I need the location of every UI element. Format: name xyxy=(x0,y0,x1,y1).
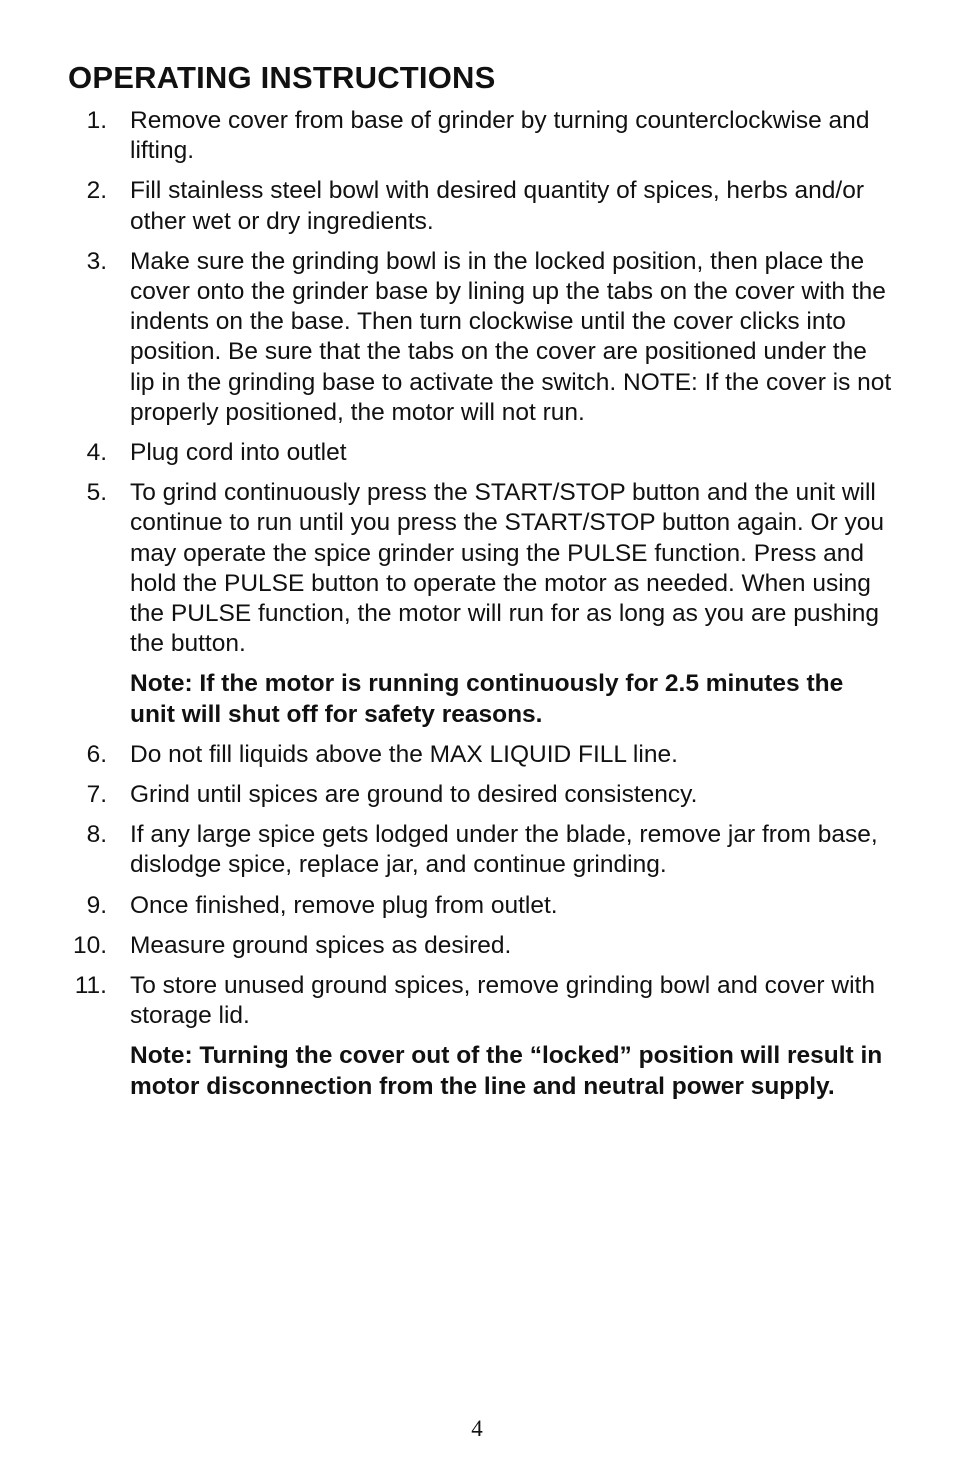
instruction-step xyxy=(0,740,954,770)
step-number: 9. xyxy=(86,891,107,919)
step-text: Remove cover from base of grinder by turning counterclockwise and lifting. xyxy=(130,107,870,165)
disconnection-note: Note: Turning the cover out of the “locked” position will result in motor disconnection from the line and neutral power supply. xyxy=(130,1042,883,1100)
step-text: Grind until spices are ground to desired consistency. xyxy=(130,781,698,809)
step-number: 5. xyxy=(86,479,107,507)
step-text: To store unused ground spices, remove grinding bowl and cover with storage lid. xyxy=(130,972,875,1030)
section-title: OPERATING INSTRUCTIONS xyxy=(68,60,496,95)
step-number: 10. xyxy=(72,931,107,959)
step-text: Make sure the grinding bowl is in the locked position, then place the cover onto the grinder base by lining up the tabs on the cover with the indents on the base. Then turn clockwise until the cover clicks into position. Be sure that the tabs on the cover are positioned under the lip in the grinding base to activate the switch. NOTE: If the cover is not properly positioned, the motor will not run. xyxy=(130,247,892,426)
step-number: 6. xyxy=(86,740,107,768)
step-text: Once finished, remove plug from outlet. xyxy=(130,891,558,919)
step-text: Fill stainless steel bowl with desired quantity of spices, herbs and/or other wet or dry ingredients. xyxy=(130,177,864,235)
instruction-step xyxy=(0,931,954,961)
instruction-step xyxy=(0,106,954,166)
instruction-step xyxy=(0,478,954,659)
safety-note: Note: If the motor is running continuously for 2.5 minutes the unit will shut off for safety reasons. xyxy=(130,670,844,728)
step-number: 3. xyxy=(86,247,107,275)
instruction-list xyxy=(0,106,954,1112)
instruction-step xyxy=(0,891,954,921)
step-text: To grind continuously press the START/STOP button and the unit will continue to run until you press the START/STOP button again. Or you may operate the spice grinder using the PULSE function. Press and hold the PULSE button to operate the motor as needed. When using the PULSE function, the motor will run for as long as you are pushing the button. xyxy=(130,479,885,658)
instruction-step xyxy=(0,971,954,1031)
step-number: 8. xyxy=(86,821,107,849)
page-number: 4 xyxy=(471,1416,483,1441)
instruction-step xyxy=(0,247,954,428)
instruction-step xyxy=(0,780,954,810)
instruction-step xyxy=(0,438,954,468)
step-number: 4. xyxy=(86,439,107,467)
step-number: 2. xyxy=(86,177,107,205)
step-number: 1. xyxy=(86,107,107,134)
step-number: 7. xyxy=(86,781,107,809)
instruction-step xyxy=(0,176,954,236)
instruction-step xyxy=(0,820,954,880)
step-text: Do not fill liquids above the MAX LIQUID FILL line. xyxy=(130,740,678,768)
step-number: 11. xyxy=(74,972,107,1000)
step-text: If any large spice gets lodged under the blade, remove jar from base, dislodge spice, replace jar, and continue grinding. xyxy=(130,821,878,879)
step-text: Measure ground spices as desired. xyxy=(130,931,512,959)
step-text: Plug cord into outlet xyxy=(130,439,347,467)
